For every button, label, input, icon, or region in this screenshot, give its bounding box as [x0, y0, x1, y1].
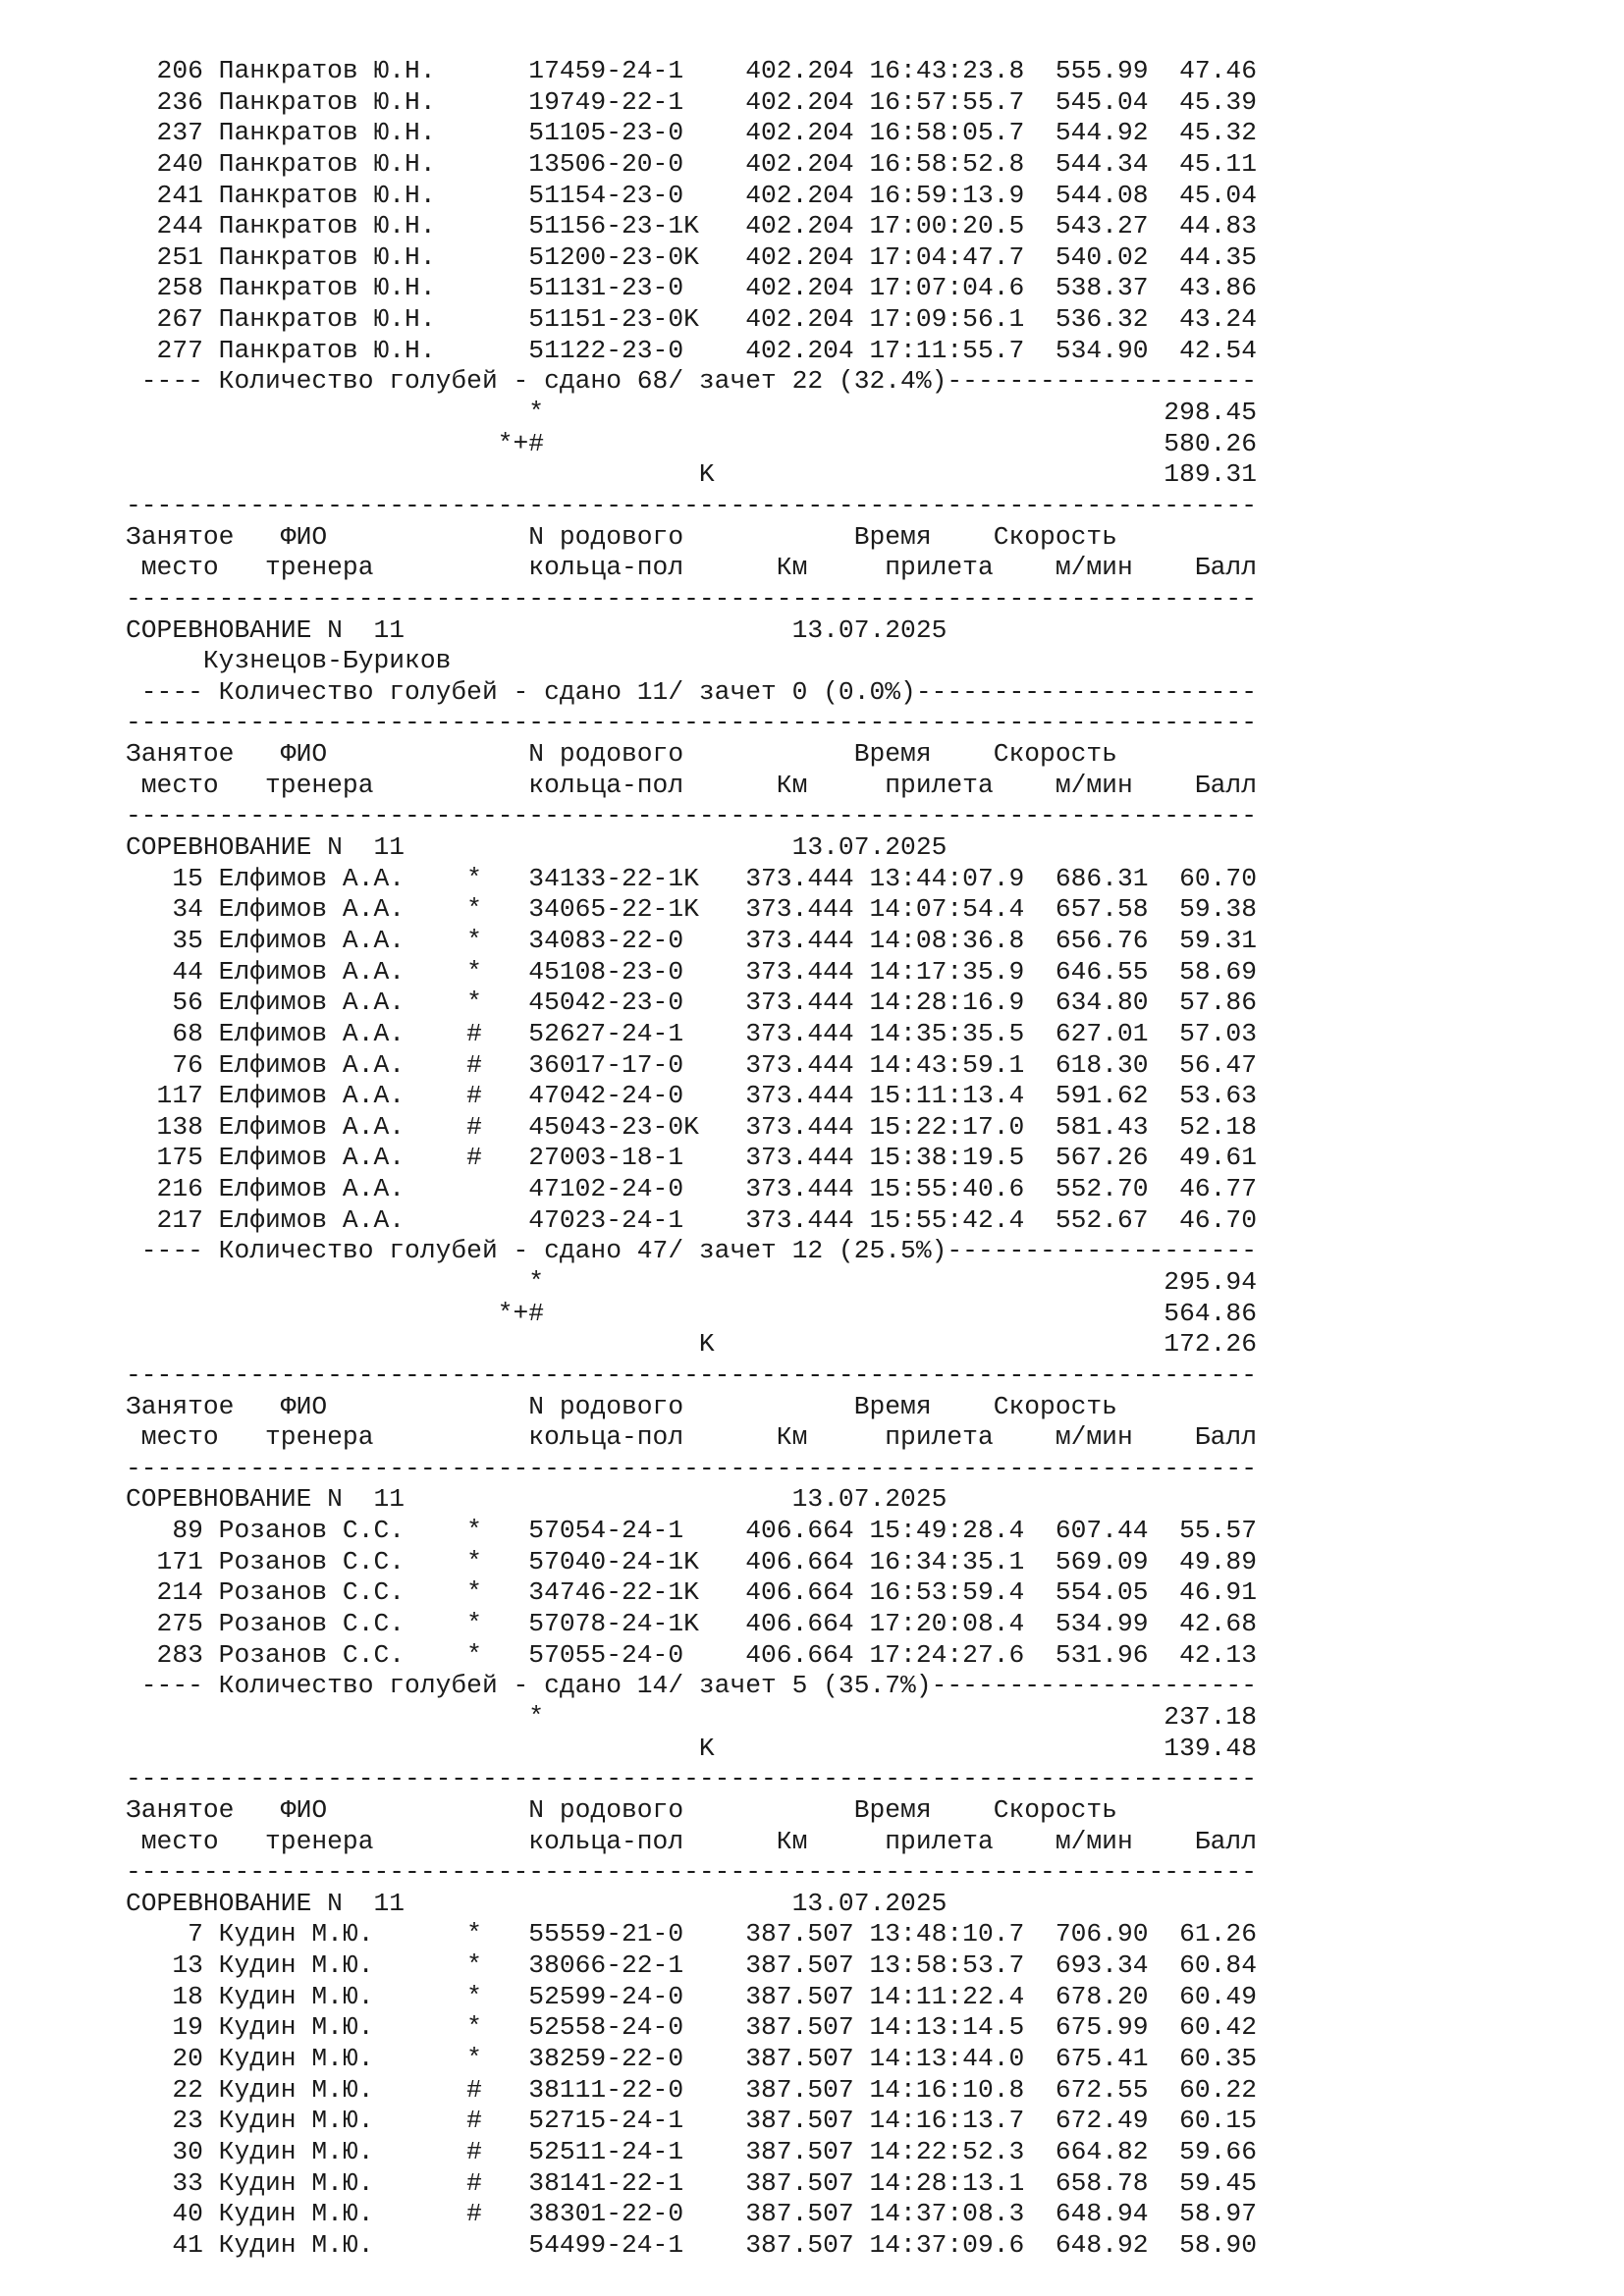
summary-line: ---- Количество голубей - сдано 47/ зачет 12 (25.5%)--------------------	[126, 1236, 1257, 1266]
result-row: 15 Елфимов А.А. * 34133-22-1K 373.444 13:44:07.9 686.31 60.70	[126, 863, 1257, 893]
result-row: 214 Розанов С.С. * 34746-22-1K 406.664 16:53:59.4 554.05 46.91	[126, 1577, 1257, 1608]
result-row: 258 Панкратов Ю.Н. 51131-23-0 402.204 17:07:04.6 538.37 43.86	[126, 273, 1257, 303]
result-row: 240 Панкратов Ю.Н. 13506-20-0 402.204 16:58:52.8 544.34 45.11	[126, 148, 1257, 179]
result-row: 68 Елфимов А.А. # 52627-24-1 373.444 14:35:35.5 627.01 57.03	[126, 1018, 1257, 1048]
column-header: место тренера кольца-пол Км прилета м/мин Балл	[126, 770, 1257, 800]
result-row: 236 Панкратов Ю.Н. 19749-22-1 402.204 16:57:55.7 545.04 45.39	[126, 86, 1257, 117]
result-row: 76 Елфимов А.А. # 36017-17-0 373.444 14:43:59.1 618.30 56.47	[126, 1049, 1257, 1080]
result-row: 13 Кудин М.Ю. * 38066-22-1 387.507 13:58:53.7 693.34 60.84	[126, 1950, 1257, 1981]
result-row: 275 Розанов С.С. * 57078-24-1K 406.664 17:20:08.4 534.99 42.68	[126, 1609, 1257, 1639]
result-row: 20 Кудин М.Ю. * 38259-22-0 387.507 14:13:44.0 675.41 60.35	[126, 2044, 1257, 2073]
total-line: K 172.26	[126, 1329, 1257, 1360]
result-row: 41 Кудин М.Ю. 54499-24-1 387.507 14:37:09.6 648.92 58.90	[126, 2229, 1257, 2260]
total-line: K 139.48	[126, 1733, 1257, 1763]
result-row: 56 Елфимов А.А. * 45042-23-0 373.444 14:28:16.9 634.80 57.86	[126, 988, 1257, 1018]
result-row: 22 Кудин М.Ю. # 38111-22-0 387.507 14:16:10.8 672.55 60.22	[126, 2074, 1257, 2105]
separator-line: -------------------------------------------------------------------------	[126, 1857, 1257, 1888]
result-row: 35 Елфимов А.А. * 34083-22-0 373.444 14:08:36.8 656.76 59.31	[126, 925, 1257, 955]
result-row: 171 Розанов С.С. * 57040-24-1K 406.664 16:34:35.1 569.09 49.89	[126, 1546, 1257, 1576]
total-line: *+# 580.26	[126, 428, 1257, 458]
separator-line: -------------------------------------------------------------------------	[126, 1764, 1257, 1794]
separator-line: -------------------------------------------------------------------------	[126, 1453, 1257, 1483]
competition-header: СОРЕВНОВАНИЕ N 11 13.07.2025	[126, 832, 947, 863]
competition-header: СОРЕВНОВАНИЕ N 11 13.07.2025	[126, 614, 947, 645]
result-row: 23 Кудин М.Ю. # 52715-24-1 387.507 14:16:13.7 672.49 60.15	[126, 2106, 1257, 2136]
total-line: *+# 564.86	[126, 1298, 1257, 1328]
total-line: * 237.18	[126, 1701, 1257, 1732]
column-header: Занятое ФИО N родового Время Скорость	[126, 521, 1117, 552]
result-row: 217 Елфимов А.А. 47023-24-1 373.444 15:55:42.4 552.67 46.70	[126, 1204, 1257, 1235]
total-line: * 298.45	[126, 398, 1257, 428]
result-row: 44 Елфимов А.А. * 45108-23-0 373.444 14:17:35.9 646.55 58.69	[126, 956, 1257, 987]
separator-line: -------------------------------------------------------------------------	[126, 490, 1257, 520]
result-row: 34 Елфимов А.А. * 34065-22-1K 373.444 14:07:54.4 657.58 59.38	[126, 894, 1257, 925]
column-header: место тренера кольца-пол Км прилета м/мин Балл	[126, 553, 1257, 583]
separator-line: -------------------------------------------------------------------------	[126, 801, 1257, 831]
result-row: 33 Кудин М.Ю. # 38141-22-1 387.507 14:28:13.1 658.78 59.45	[126, 2167, 1257, 2198]
club-name: Кузнецов-Буриков	[126, 646, 452, 676]
column-header: Занятое ФИО N родового Время Скорость	[126, 1391, 1117, 1421]
result-row: 216 Елфимов А.А. 47102-24-0 373.444 15:55:40.6 552.70 46.77	[126, 1174, 1257, 1204]
separator-line: -------------------------------------------------------------------------	[126, 583, 1257, 614]
competition-header: СОРЕВНОВАНИЕ N 11 13.07.2025	[126, 1484, 947, 1515]
results-report	[126, 56, 1257, 2261]
result-row: 237 Панкратов Ю.Н. 51105-23-0 402.204 16:58:05.7 544.92 45.32	[126, 118, 1257, 148]
column-header: Занятое ФИО N родового Время Скорость	[126, 1794, 1117, 1825]
result-row: 138 Елфимов А.А. # 45043-23-0K 373.444 15:22:17.0 581.43 52.18	[126, 1111, 1257, 1142]
result-row: 30 Кудин М.Ю. # 52511-24-1 387.507 14:22:52.3 664.82 59.66	[126, 2136, 1257, 2166]
result-row: 89 Розанов С.С. * 57054-24-1 406.664 15:49:28.4 607.44 55.57	[126, 1516, 1257, 1546]
column-header: Занятое ФИО N родового Время Скорость	[126, 739, 1117, 770]
result-row: 267 Панкратов Ю.Н. 51151-23-0K 402.204 17:09:56.1 536.32 43.24	[126, 304, 1257, 335]
result-row: 251 Панкратов Ю.Н. 51200-23-0K 402.204 17:04:47.7 540.02 44.35	[126, 241, 1257, 272]
result-row: 18 Кудин М.Ю. * 52599-24-0 387.507 14:11:22.4 678.20 60.49	[126, 1981, 1257, 2011]
column-header: место тренера кольца-пол Км прилета м/мин Балл	[126, 1422, 1257, 1453]
result-row: 206 Панкратов Ю.Н. 17459-24-1 402.204 16:43:23.8 555.99 47.46	[126, 56, 1257, 85]
result-row: 19 Кудин М.Ю. * 52558-24-0 387.507 14:13:14.5 675.99 60.42	[126, 2012, 1257, 2043]
result-row: 175 Елфимов А.А. # 27003-18-1 373.444 15:38:19.5 567.26 49.61	[126, 1143, 1257, 1173]
result-row: 40 Кудин М.Ю. # 38301-22-0 387.507 14:37:08.3 648.94 58.97	[126, 2199, 1257, 2229]
result-row: 283 Розанов С.С. * 57055-24-0 406.664 17:24:27.6 531.96 42.13	[126, 1639, 1257, 1670]
total-line: * 295.94	[126, 1266, 1257, 1297]
result-row: 117 Елфимов А.А. # 47042-24-0 373.444 15:11:13.4 591.62 53.63	[126, 1081, 1257, 1111]
result-row: 241 Панкратов Ю.Н. 51154-23-0 402.204 16:59:13.9 544.08 45.04	[126, 180, 1257, 210]
column-header: место тренера кольца-пол Км прилета м/мин Балл	[126, 1826, 1257, 1856]
separator-line: -------------------------------------------------------------------------	[126, 708, 1257, 738]
summary-line: ---- Количество голубей - сдано 68/ зачет 22 (32.4%)--------------------	[126, 366, 1257, 397]
result-row: 7 Кудин М.Ю. * 55559-21-0 387.507 13:48:10.7 706.90 61.26	[126, 1919, 1257, 1949]
separator-line: -------------------------------------------------------------------------	[126, 1360, 1257, 1390]
competition-header: СОРЕВНОВАНИЕ N 11 13.07.2025	[126, 1888, 947, 1918]
result-row: 244 Панкратов Ю.Н. 51156-23-1K 402.204 17:00:20.5 543.27 44.83	[126, 211, 1257, 241]
summary-line: ---- Количество голубей - сдано 11/ зачет 0 (0.0%)----------------------	[126, 676, 1257, 707]
total-line: K 189.31	[126, 459, 1257, 490]
result-row: 277 Панкратов Ю.Н. 51122-23-0 402.204 17:11:55.7 534.90 42.54	[126, 335, 1257, 365]
summary-line: ---- Количество голубей - сдано 14/ зачет 5 (35.7%)---------------------	[126, 1671, 1257, 1701]
